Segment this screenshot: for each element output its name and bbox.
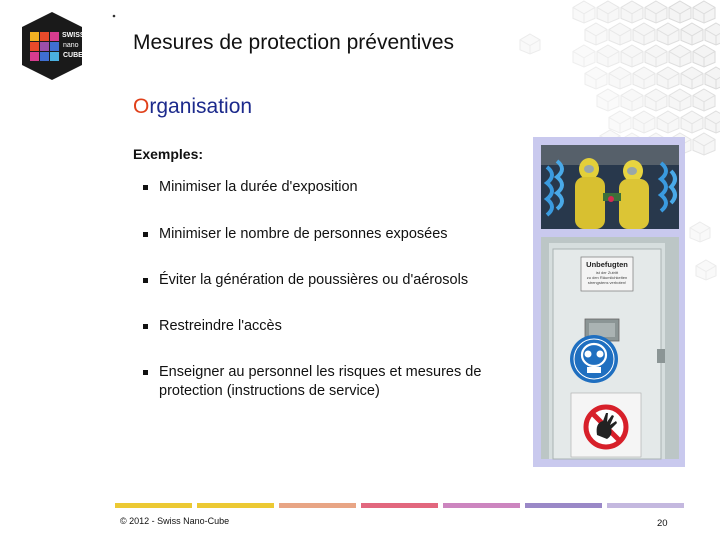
- section-heading: [133, 95, 252, 119]
- background-cube: [669, 1, 691, 23]
- examples-label: Exemples:: [133, 146, 204, 162]
- background-cube: [645, 45, 667, 67]
- door-sign-line: zu den Räumlichkeiten: [586, 275, 628, 280]
- bullet-item: Restreindre l'accès: [142, 317, 282, 336]
- slide-title: Mesures de protection préventives: [133, 31, 454, 54]
- logo-text-line-3: CUBE: [63, 52, 83, 59]
- background-cube: [693, 1, 715, 23]
- background-cube: [621, 45, 643, 67]
- background-cube: [573, 45, 595, 67]
- footer-bar-segment: [115, 503, 192, 508]
- bullet-item: Minimiser le nombre de personnes exposées: [142, 225, 448, 244]
- background-cube: [681, 67, 703, 89]
- background-cube: [585, 67, 607, 89]
- background-cube: [585, 23, 607, 45]
- background-cube: [657, 67, 679, 89]
- door-sign-line: strengstens verboten!: [587, 280, 627, 285]
- background-cube: [621, 89, 643, 111]
- background-cube: [621, 1, 643, 23]
- logo-text-line-2: nano: [63, 42, 79, 49]
- respirator-sign-icon: [570, 335, 618, 383]
- page-number: 20: [657, 518, 668, 529]
- footer-bar-segment: [197, 503, 274, 508]
- copyright-footer: © 2012 - Swiss Nano-Cube: [120, 516, 230, 526]
- background-cube: [633, 23, 655, 45]
- background-cube: [705, 67, 720, 89]
- bullet-item: Éviter la génération de poussières ou d'aérosols: [142, 271, 468, 290]
- background-cube: [657, 23, 679, 45]
- photo-panel: [533, 137, 685, 467]
- background-cube: [633, 111, 655, 133]
- background-cube: [705, 111, 720, 133]
- background-cube: [693, 89, 715, 111]
- background-cube: [696, 260, 716, 280]
- background-cube: [645, 1, 667, 23]
- section-heading-initial: O: [133, 95, 150, 118]
- restricted-door-photo: [541, 237, 679, 459]
- background-cube: [633, 67, 655, 89]
- door-sign-line: ist der Zutritt: [595, 270, 619, 275]
- background-cube: [681, 23, 703, 45]
- background-cube: [693, 45, 715, 67]
- logo-text-line-1: SWISS: [62, 32, 85, 39]
- background-cube: [669, 89, 691, 111]
- background-cube: [705, 23, 720, 45]
- background-cube: [597, 89, 619, 111]
- section-heading-rest: rganisation: [149, 95, 253, 118]
- background-cube: [693, 133, 715, 155]
- background-cube: [645, 89, 667, 111]
- background-cube: [597, 45, 619, 67]
- bullet-item: Minimiser la durée d'exposition: [142, 178, 358, 197]
- swiss-nano-cube-logo: [18, 10, 118, 82]
- footer-bar-segment: [525, 503, 602, 508]
- bullet-item: Enseigner au personnel les risques et mesures de protection (instructions de service): [142, 363, 524, 401]
- background-cube: [609, 67, 631, 89]
- background-cube: [520, 34, 540, 54]
- background-cube: [609, 111, 631, 133]
- footer-bar-segment: [607, 503, 684, 508]
- footer-bar-segment: [279, 503, 356, 508]
- background-cube: [669, 45, 691, 67]
- background-cube: [609, 23, 631, 45]
- background-cube: [681, 111, 703, 133]
- background-cube: [597, 1, 619, 23]
- background-cube: [657, 111, 679, 133]
- background-cube: [690, 222, 710, 242]
- protective-suits-photo: [541, 145, 679, 229]
- footer-bar-segment: [443, 503, 520, 508]
- footer-bar-segment: [361, 503, 438, 508]
- background-cube: [573, 1, 595, 23]
- door-sign-title: Unbefugten: [586, 260, 628, 269]
